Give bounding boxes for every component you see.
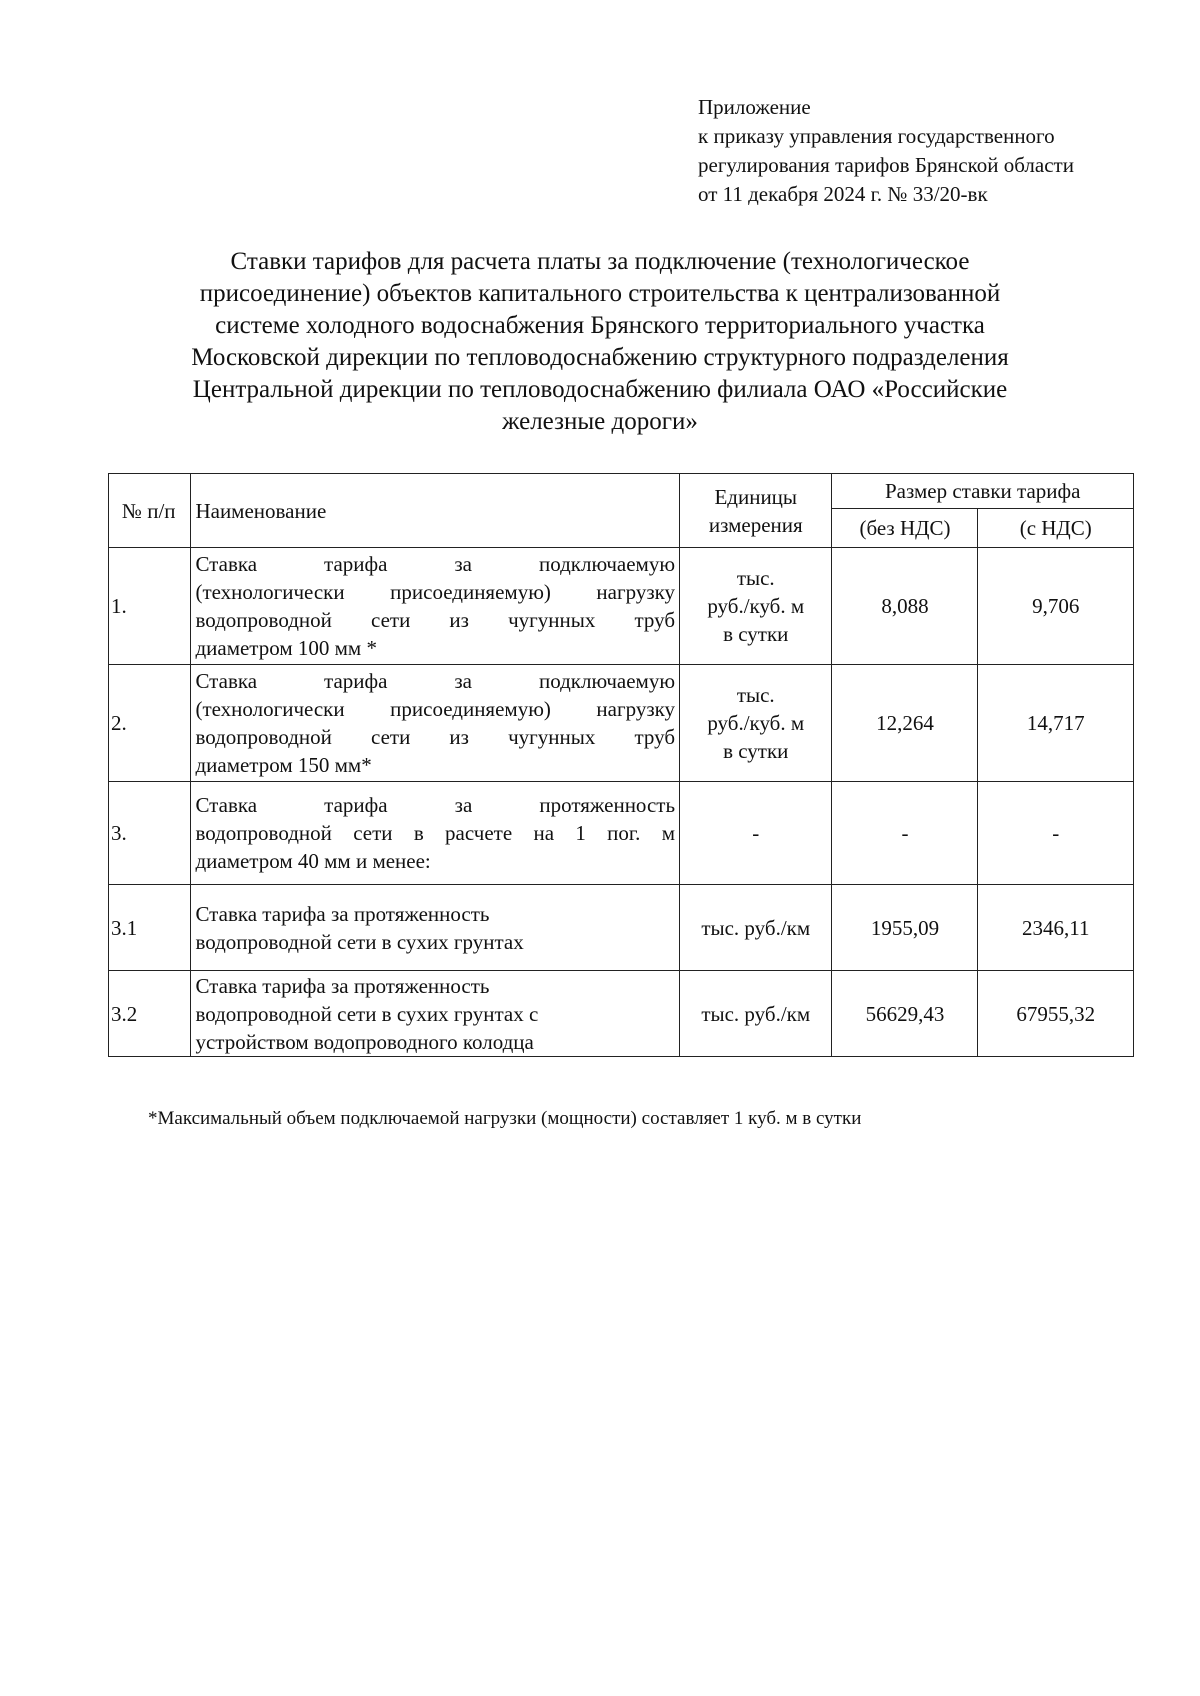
row-rate-with-vat: 14,717 [978, 665, 1134, 782]
row-unit-line: руб./куб. м [707, 594, 805, 618]
row-name-line: водопроводной сети из чугунных труб [195, 608, 676, 632]
table-header-row [109, 474, 1134, 509]
appendix-authority-line: регулирования тарифов Брянской области [698, 153, 1074, 177]
header-with-vat: (с НДС) [978, 509, 1134, 548]
row-name [191, 665, 680, 782]
header-unit [680, 474, 832, 548]
row-unit-line: - [752, 821, 760, 845]
row-rate-no-vat: 1955,09 [832, 885, 978, 971]
row-rate-with-vat: 2346,11 [978, 885, 1134, 971]
header-num: № п/п [109, 474, 191, 548]
row-unit-line: тыс. руб./км [701, 1001, 811, 1026]
row-number: 3.1 [109, 885, 191, 971]
row-rate-with-vat: 9,706 [978, 548, 1134, 665]
row-unit [680, 971, 832, 1057]
row-name [191, 885, 680, 971]
row-name-line: Ставка тарифа за протяженность [195, 973, 490, 998]
table-body [109, 548, 1134, 1057]
row-number: 1. [109, 548, 191, 665]
row-rate-with-vat: - [978, 782, 1134, 885]
row-unit-line: в сутки [723, 622, 789, 646]
footnote: *Максимальный объем подключаемой нагрузки (мощности) составляет 1 куб. м в сутки [148, 1108, 862, 1129]
row-name [191, 971, 680, 1057]
row-number: 2. [109, 665, 191, 782]
row-unit [680, 665, 832, 782]
row-name-line: (технологически присоединяемую) нагрузку [195, 697, 676, 721]
appendix-order-line: к приказу управления государственного [698, 124, 1055, 148]
row-name-line: диаметром 150 мм* [195, 753, 372, 777]
row-unit-line: руб./куб. м [707, 711, 805, 735]
row-name-line: водопроводной сети в расчете на 1 пог. м [195, 821, 676, 845]
tariff-table [108, 473, 1134, 1057]
table-row [109, 782, 1134, 885]
row-rate-no-vat: 56629,43 [832, 971, 978, 1057]
row-name-line: Ставка тарифа за протяженность [195, 793, 676, 817]
title-line: Ставки тарифов для расчета платы за подключение (технологическое [230, 248, 970, 275]
title-line: Центральной дирекции по тепловодоснабжению филиала ОАО «Российские [192, 376, 1008, 403]
row-unit-line: тыс. [736, 566, 775, 590]
table-row [109, 665, 1134, 782]
header-no-vat: (без НДС) [832, 509, 978, 548]
row-name-line: водопроводной сети в сухих грунтах [195, 929, 524, 954]
row-unit [680, 885, 832, 971]
appendix-title: Приложение [698, 95, 811, 119]
header-rate-size: Размер ставки тарифа [832, 474, 1134, 509]
row-name-line: водопроводной сети из чугунных труб [195, 725, 676, 749]
row-unit-line: тыс. руб./км [701, 915, 811, 940]
row-rate-no-vat: - [832, 782, 978, 885]
table-row [109, 548, 1134, 665]
header-unit-line: Единицы [714, 484, 798, 509]
document-title [110, 246, 1090, 438]
row-rate-with-vat: 67955,32 [978, 971, 1134, 1057]
row-name-line: Ставка тарифа за протяженность [195, 901, 490, 926]
title-line: железные дороги» [502, 408, 698, 435]
row-name-line: Ставка тарифа за подключаемую [195, 552, 676, 576]
table-row [109, 885, 1134, 971]
header-unit-line: измерения [708, 512, 803, 537]
appendix-header [698, 93, 1168, 209]
row-unit-line: тыс. [736, 683, 775, 707]
row-number: 3.2 [109, 971, 191, 1057]
row-rate-no-vat: 12,264 [832, 665, 978, 782]
row-name-line: диаметром 40 мм и менее: [195, 849, 431, 873]
row-name-line: устройством водопроводного колодца [195, 1029, 534, 1054]
row-unit [680, 782, 832, 885]
row-name-line: (технологически присоединяемую) нагрузку [195, 580, 676, 604]
row-unit-line: в сутки [723, 739, 789, 763]
header-name: Наименование [191, 474, 680, 548]
row-name [191, 548, 680, 665]
row-unit [680, 548, 832, 665]
table-row [109, 971, 1134, 1057]
title-line: Московской дирекции по тепловодоснабжению структурного подразделения [191, 344, 1009, 371]
row-rate-no-vat: 8,088 [832, 548, 978, 665]
row-name-line: Ставка тарифа за подключаемую [195, 669, 676, 693]
row-name [191, 782, 680, 885]
title-line: присоединение) объектов капитального строительства к централизованной [199, 280, 1001, 307]
row-number: 3. [109, 782, 191, 885]
appendix-date-line: от 11 декабря 2024 г. № 33/20-вк [698, 182, 988, 206]
title-line: системе холодного водоснабжения Брянского территориального участка [215, 312, 985, 339]
row-name-line: водопроводной сети в сухих грунтах с [195, 1001, 539, 1026]
row-name-line: диаметром 100 мм * [195, 636, 377, 660]
